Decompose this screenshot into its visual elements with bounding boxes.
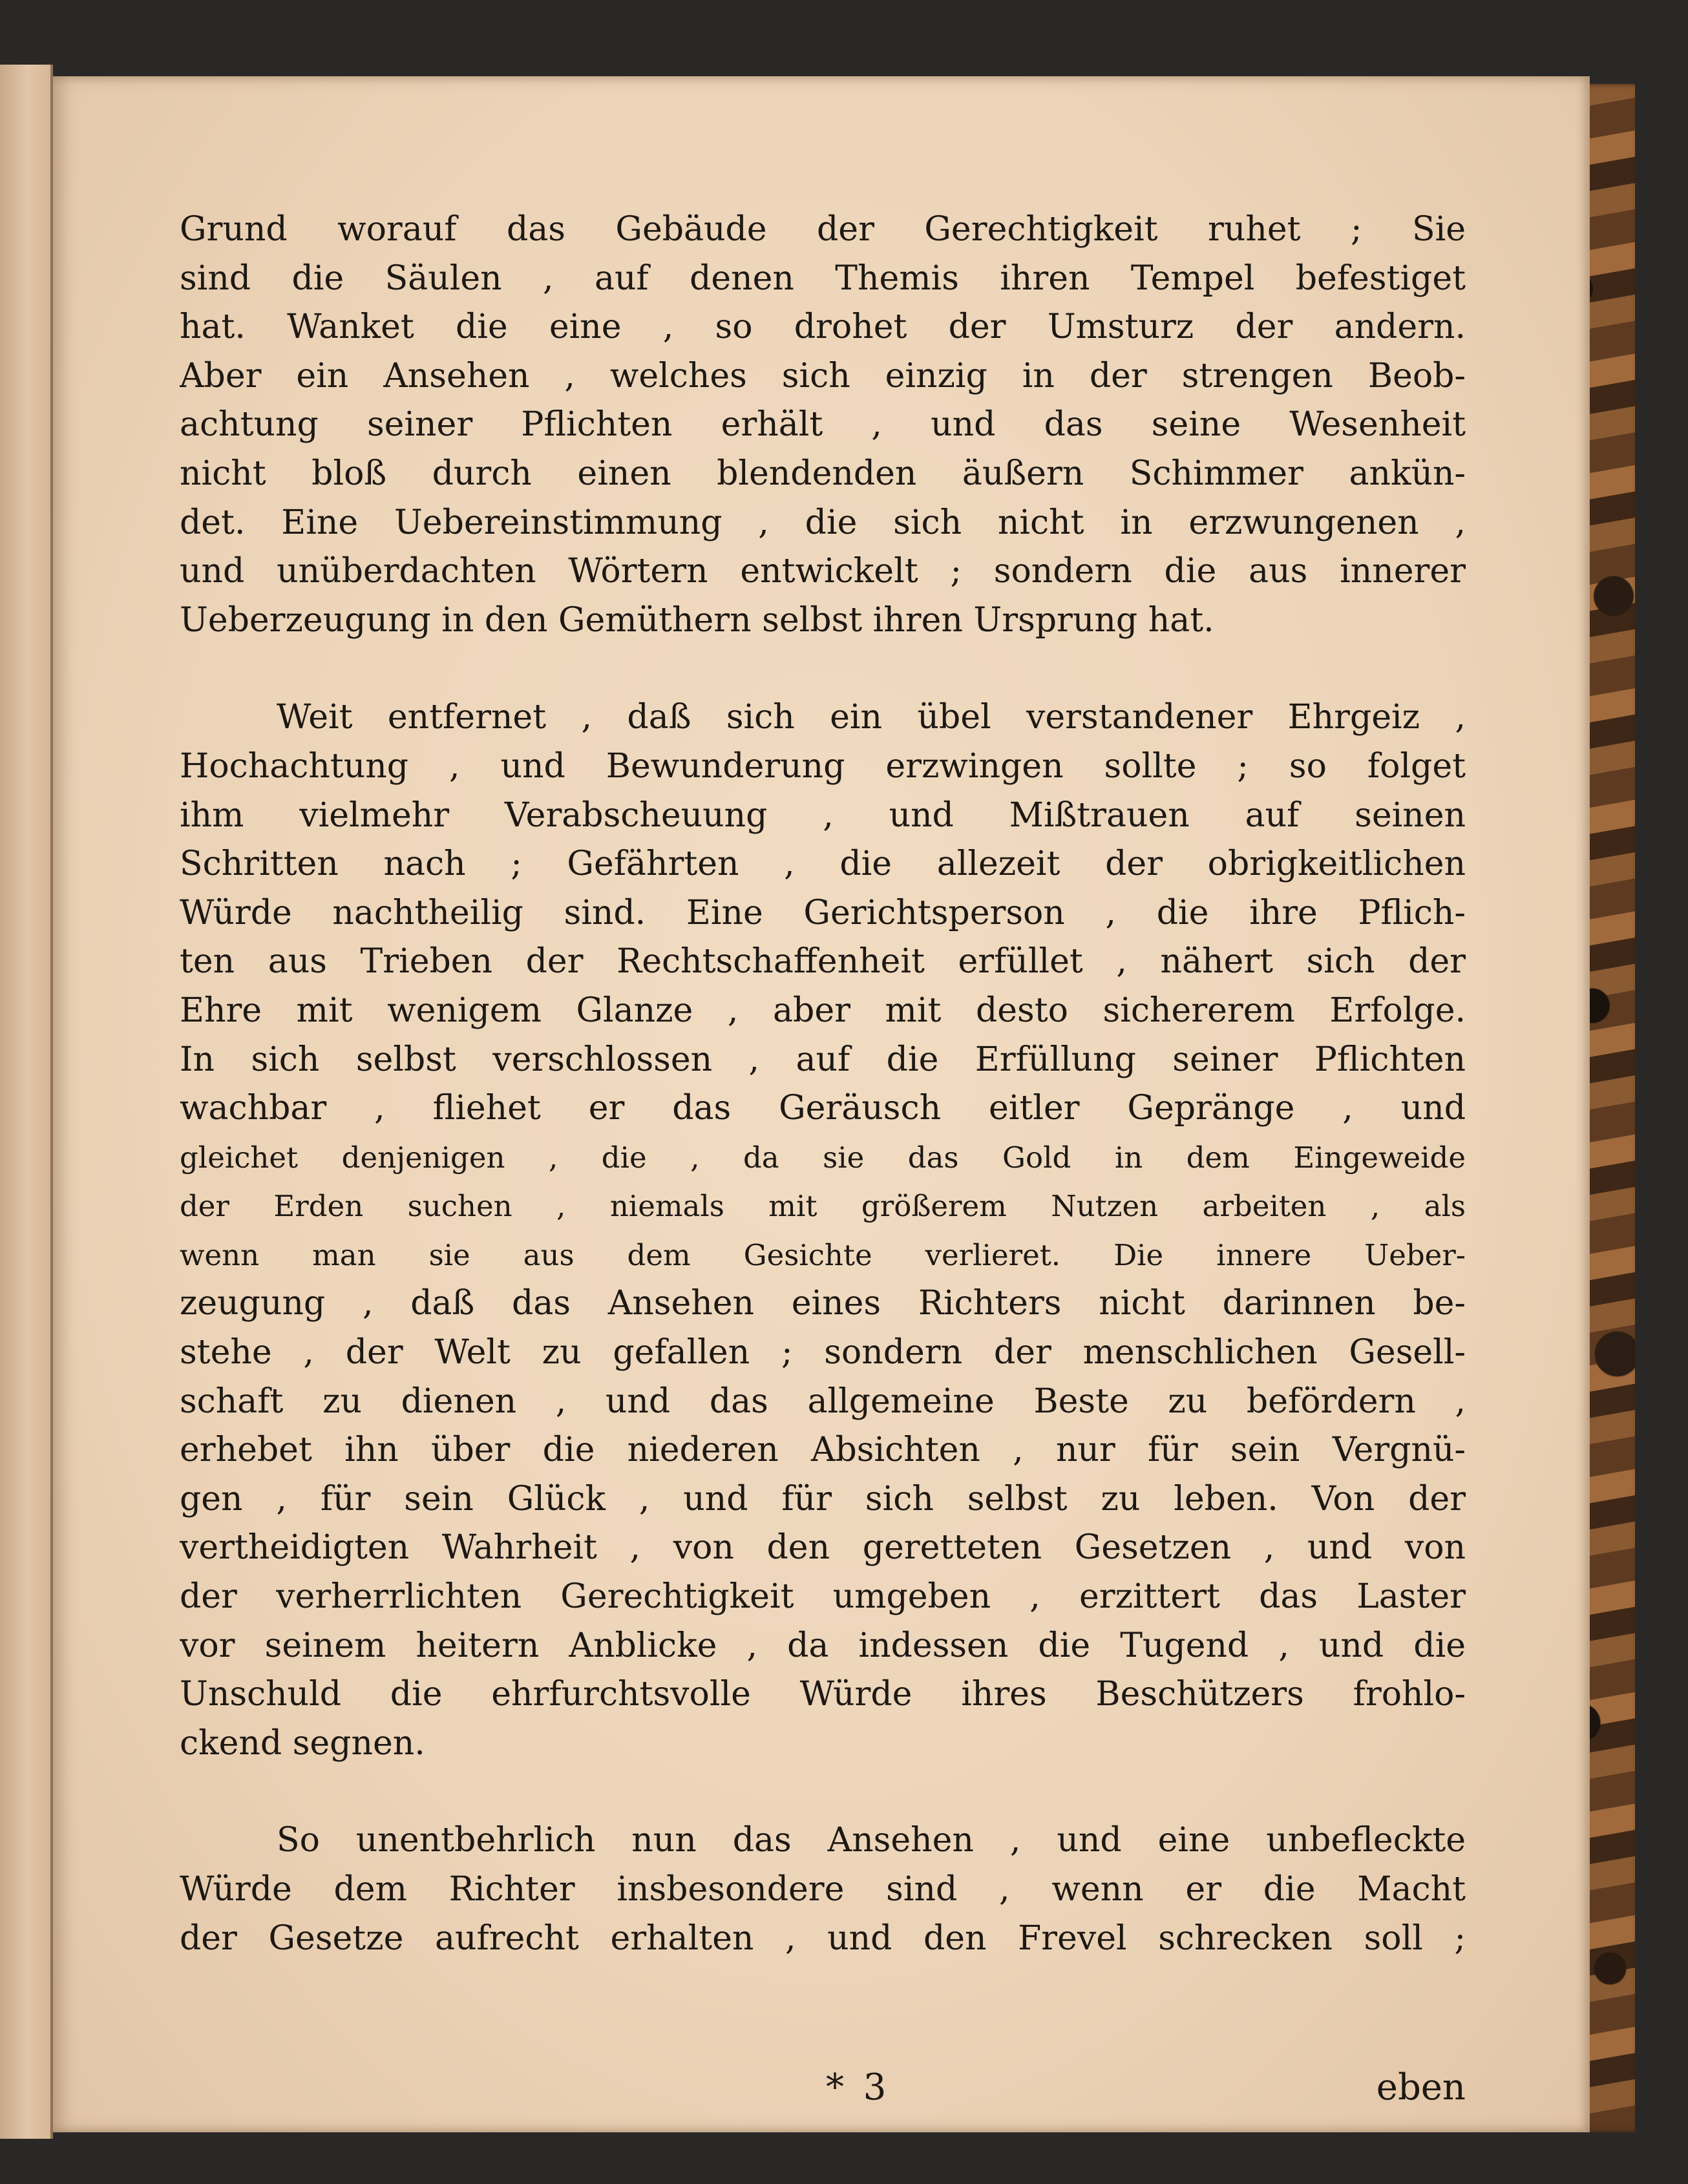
book-page (53, 76, 1590, 2132)
paragraph-gap (180, 645, 1466, 693)
text-line: wachbar , fliehet er das Geräusch eitler Gepränge , und (180, 1089, 1466, 1128)
paragraph-1 (180, 205, 1466, 645)
text-line: Würde nachtheilig sind. Eine Gerichtsperson , die ihre Pflich- (180, 893, 1466, 932)
text-line: So unentbehrlich nun das Ansehen , und eine unbefleckte (277, 1821, 1466, 1860)
text-line: Weit entfernet , daß sich ein übel verstandener Ehrgeiz , (277, 698, 1466, 737)
signature-mark: * 3 (826, 2066, 891, 2108)
text-line: Unschuld die ehrfurchtsvolle Würde ihres Beschützers frohlo- (180, 1675, 1466, 1714)
facing-page-edge (0, 65, 53, 2139)
text-line: schaft zu dienen , und das allgemeine Beste zu befördern , (180, 1381, 1466, 1421)
text-line: Ueberzeugung in den Gemüthern selbst ihren Ursprung hat. (180, 600, 1214, 640)
text-line: ckend segnen. (180, 1723, 425, 1763)
text-line: nicht bloß durch einen blendenden äußern Schimmer ankün- (180, 454, 1466, 493)
text-line: erhebet ihn über die niederen Absichten , nur für sein Vergnü- (180, 1431, 1466, 1470)
text-line: der Gesetze aufrecht erhalten , und den Frevel schrecken soll ; (180, 1918, 1466, 1958)
body-text (180, 205, 1466, 1963)
text-line: der verherrlichten Gerechtigkeit umgeben , erzittert das Laster (180, 1577, 1466, 1617)
paragraph-gap (180, 1768, 1466, 1816)
text-line: stehe , der Welt zu gefallen ; sondern der menschlichen Gesell- (180, 1333, 1466, 1372)
text-line: und unüberdachten Wörtern entwickelt ; sondern die aus innerer (180, 552, 1466, 591)
text-line: Würde dem Richter insbesondere sind , wenn er die Macht (180, 1870, 1466, 1909)
text-line: Hochachtung , und Bewunderung erzwingen sollte ; so folget (180, 746, 1466, 786)
text-line: Schritten nach ; Gefährten , die allezeit der obrigkeitlichen (180, 845, 1466, 884)
text-line: sind die Säulen , auf denen Themis ihren Tempel befestiget (180, 258, 1466, 298)
text-line: wenn man sie aus dem Gesichte verlieret. Die innere Ueber- (180, 1237, 1466, 1272)
text-line: gleichet denjenigen , die , da sie das Gold in dem Eingeweide (180, 1140, 1466, 1175)
text-line: det. Eine Uebereinstimmung , die sich nicht in erzwungenen , (180, 503, 1466, 542)
text-line: vor seinem heitern Anblicke , da indessen die Tugend , und die (180, 1626, 1466, 1665)
catchword: eben (1376, 2066, 1466, 2108)
paragraph-2 (180, 693, 1466, 1768)
text-line: der Erden suchen , niemals mit größerem Nutzen arbeiten , als (180, 1189, 1466, 1224)
text-line: ten aus Trieben der Rechtschaffenheit erfüllet , nähert sich der (180, 942, 1466, 982)
text-line: In sich selbst verschlossen , auf die Erfüllung seiner Pflichten (180, 1040, 1466, 1079)
paragraph-3 (180, 1816, 1466, 1963)
page-footer (180, 2066, 1466, 2118)
text-line: vertheidigten Wahrheit , von den geretteten Gesetzen , und von (180, 1528, 1466, 1568)
text-line: zeugung , daß das Ansehen eines Richters nicht darinnen be- (180, 1284, 1466, 1323)
text-line: Grund worauf das Gebäude der Gerechtigkeit ruhet ; Sie (180, 210, 1466, 249)
text-line: Ehre mit wenigem Glanze , aber mit desto sichererem Erfolge. (180, 991, 1466, 1030)
text-line: gen , für sein Glück , und für sich selbst zu leben. Von der (180, 1479, 1466, 1518)
text-line: ihm vielmehr Verabscheuung , und Mißtrauen auf seinen (180, 795, 1466, 835)
text-line: hat. Wanket die eine , so drohet der Umsturz der andern. (180, 308, 1466, 347)
text-line: Aber ein Ansehen , welches sich einzig in der strengen Beob- (180, 356, 1466, 395)
text-line: achtung seiner Pflichten erhält , und das seine Wesenheit (180, 405, 1466, 445)
